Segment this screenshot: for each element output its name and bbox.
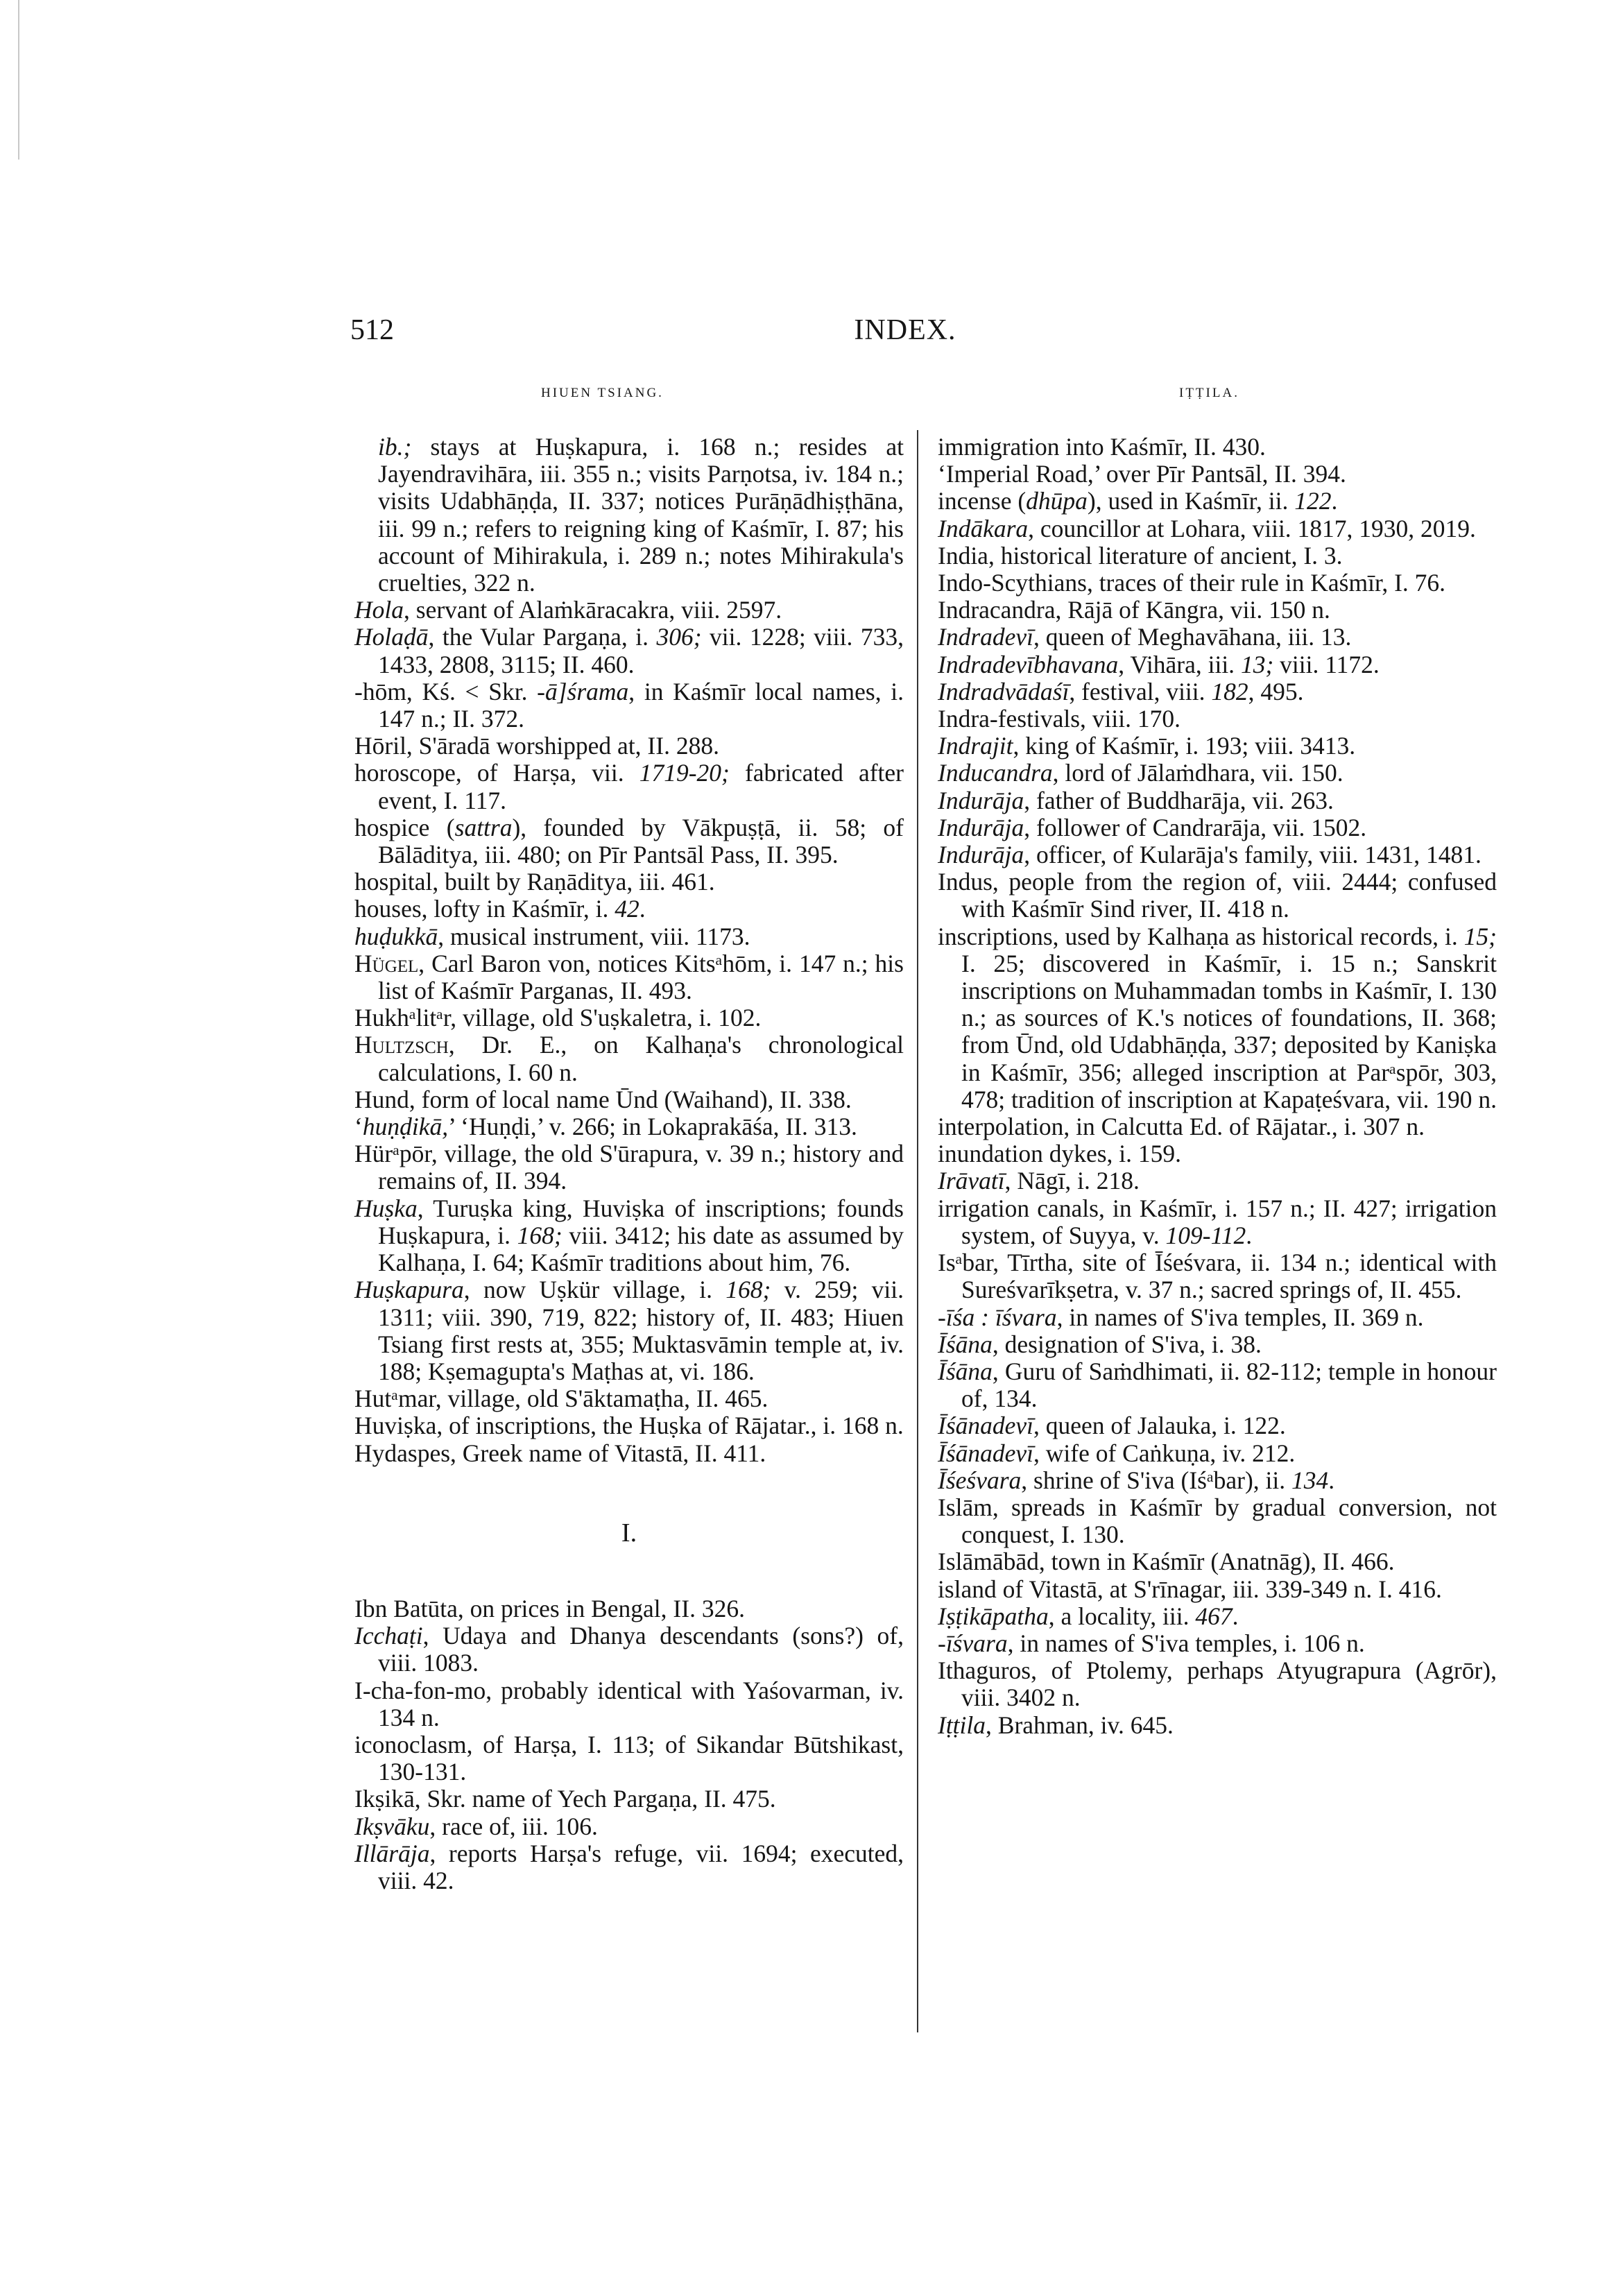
index-entry <box>938 1304 1497 1331</box>
entry-text: houses, lofty in Kaśmīr, i. <box>354 895 615 923</box>
entry-text: Hukhᵃlitᵃr, village, old S'uṣkaletra, i. 102. <box>354 1004 762 1032</box>
entry-italic-text: Iṭṭila <box>938 1711 986 1739</box>
entry-text: Indra-festivals, viii. 170. <box>938 705 1180 733</box>
index-entry <box>938 1494 1497 1548</box>
entry-text: interpolation, in Calcutta Ed. of Rājatar., i. 307 n. <box>938 1113 1425 1141</box>
index-entry <box>354 1004 904 1031</box>
entry-text: horoscope, of Harṣa, vii. <box>354 759 639 787</box>
entry-text: Hürᵃpōr, village, the old S'ūrapura, v. 39 n.; history and remains of, II. 394. <box>354 1140 904 1195</box>
entry-text: Hydaspes, Greek name of Vitastā, II. 411. <box>354 1439 766 1467</box>
entry-text: ), used in Kaśmīr, ii. <box>1087 487 1295 515</box>
entry-text: , officer, of Kularāja's family, viii. 1431, 1481. <box>1024 841 1482 869</box>
entry-italic-text: dhūpa <box>1026 487 1088 515</box>
index-column-left <box>354 434 904 1894</box>
entry-italic-text: 168; <box>517 1221 563 1249</box>
entry-text: inundation dykes, i. 159. <box>938 1140 1182 1168</box>
index-entry <box>938 1467 1497 1494</box>
entry-text: Indus, people from the region of, viii. 2444; confused with Kaśmīr Sind river, II. 418 n. <box>938 868 1497 923</box>
entry-text: immigration into Kaśmīr, II. 430. <box>938 433 1266 461</box>
index-entry <box>938 1195 1497 1249</box>
entry-italic-text: -īśvara <box>938 1629 1008 1657</box>
entry-italic-text: 306; <box>656 623 702 651</box>
entry-text: . <box>1232 1602 1239 1630</box>
entry-text: , designation of S'iva, i. 38. <box>992 1330 1262 1358</box>
index-entry <box>938 841 1497 868</box>
index-entries-i <box>354 1595 904 1894</box>
index-entry <box>938 1249 1497 1303</box>
entry-text: Ithaguros, of Ptolemy, perhaps Atyugrapura (Agrōr), viii. 3402 n. <box>938 1656 1497 1712</box>
entry-italic-text: 13; <box>1240 650 1274 678</box>
entry-italic-text: Indrajit <box>938 732 1013 760</box>
index-entry <box>354 1813 904 1840</box>
entry-text: ), founded by Vākpuṣṭā, ii. 58; of Bālāditya, iii. 480; on Pīr Pantsāl Pass, II. 395. <box>378 813 904 869</box>
entry-text: . <box>639 895 646 923</box>
entry-text: ’ ‘Huṇḍi,’ v. 266; in Lokaprakāśa, II. 313. <box>448 1113 857 1141</box>
index-entry <box>354 1840 904 1894</box>
index-entry <box>938 1140 1497 1167</box>
index-entry <box>938 814 1497 841</box>
entry-text: , king of Kaśmīr, i. 193; viii. 3413. <box>1013 732 1356 760</box>
index-entry <box>354 1276 904 1385</box>
entry-text: , wife of Caṅkuṇa, iv. 212. <box>1033 1439 1296 1467</box>
entry-italic-text: 467 <box>1195 1602 1233 1630</box>
index-entry <box>938 1548 1497 1575</box>
entry-smallcaps-text: Hügel <box>354 949 419 977</box>
index-entry <box>938 705 1497 733</box>
entry-text: ‘ <box>354 1113 363 1141</box>
entry-italic-text: Hola <box>354 596 404 624</box>
index-entry <box>938 868 1497 923</box>
entry-text: , Dr. E., on Kalhaṇa's chronological calculations, I. 60 n. <box>378 1031 904 1086</box>
entry-text: , councillor at Lohara, viii. 1817, 1930, 2019. <box>1028 514 1476 542</box>
entry-italic-text: Indradvādaśī <box>938 677 1070 705</box>
entry-text: , Guru of Saṁdhimati, ii. 82-112; temple in honour of, 134. <box>961 1357 1497 1413</box>
running-head-left: HIUEN TSIANG. <box>541 386 664 400</box>
index-entry <box>354 1731 904 1785</box>
index-entry <box>354 896 904 923</box>
index-entry <box>354 597 904 624</box>
entry-text: , Brahman, iv. 645. <box>986 1711 1174 1739</box>
page-number: 512 <box>350 314 394 346</box>
index-entry <box>354 1785 904 1813</box>
entry-text: , Vihāra, iii. <box>1118 650 1241 678</box>
entry-italic-text: Iṣṭikāpatha <box>938 1602 1049 1630</box>
index-entry <box>938 1630 1497 1657</box>
entry-italic-text: Indurāja <box>938 813 1024 841</box>
index-entry <box>354 1086 904 1113</box>
entry-italic-text: 168; <box>725 1276 771 1304</box>
entry-text: , race of, iii. 106. <box>429 1812 598 1840</box>
index-entry <box>938 1167 1497 1194</box>
index-entry <box>938 434 1497 461</box>
index-entry <box>354 923 904 950</box>
entry-italic-text: Indradevī <box>938 623 1034 651</box>
index-entry <box>938 542 1497 569</box>
entry-text: , now Uṣkür village, i. <box>463 1276 726 1304</box>
entry-text: , in names of S'iva temples, II. 369 n. <box>1056 1303 1424 1331</box>
entry-text: , musical instrument, viii. 1173. <box>438 922 750 950</box>
index-entry <box>354 814 904 868</box>
entry-text: , queen of Meghavāhana, iii. 13. <box>1033 623 1352 651</box>
entry-text: , follower of Candrarāja, vii. 1502. <box>1024 813 1367 841</box>
entry-italic-text: ib.; <box>378 433 412 461</box>
index-entry <box>354 1412 904 1439</box>
index-entry <box>354 1113 904 1140</box>
index-entry <box>354 624 904 678</box>
entry-text: , Udaya and Dhanya descendants (sons?) of, viii. 1083. <box>378 1622 904 1677</box>
entry-text: , servant of Alaṁkāracakra, viii. 2597. <box>404 596 782 624</box>
entry-text: hospital, built by Raṇāditya, iii. 461. <box>354 868 715 896</box>
entry-text: . <box>1331 487 1338 515</box>
entry-smallcaps-text: Hultzsch <box>354 1031 449 1059</box>
index-entry <box>354 1595 904 1622</box>
entry-text: India, historical literature of ancient, I. 3. <box>938 541 1343 569</box>
index-entry <box>354 434 904 597</box>
index-entry <box>938 651 1497 678</box>
index-entry <box>938 1603 1497 1630</box>
entry-text: I-cha-fon-mo, probably identical with Yaśovarman, iv. 134 n. <box>354 1676 904 1731</box>
index-entry <box>938 624 1497 651</box>
entry-text: stays at Huṣkapura, i. 168 n.; resides at Jayendravihāra, iii. 355 n.; visits Parṇotsa, iv. 184 n.; visits Udabhāṇḍa, II. 337; notices Purāṇādhiṣṭhāna, iii. 99 n.; refers to reigning king of Kaśmīr, I. 87; his account of Mihirakula, i. 289 n.; notes Mihirakula's cruelties, 322 n. <box>378 433 904 597</box>
index-entry <box>354 1440 904 1467</box>
entry-text: Huviṣka, of inscriptions, the Huṣka of Rājatar., i. 168 n. <box>354 1412 904 1440</box>
index-entry <box>938 760 1497 787</box>
index-entry <box>938 1576 1497 1603</box>
entry-text: , Turuṣka king, Huviṣka of inscriptions; founds Huṣkapura, i. <box>378 1194 904 1249</box>
index-entry <box>354 678 904 733</box>
index-entry <box>938 923 1497 1113</box>
entry-text: , in names of S'iva temples, i. 106 n. <box>1007 1629 1365 1657</box>
entry-text: Islāmābād, town in Kaśmīr (Anatnāg), II. 466. <box>938 1548 1395 1576</box>
entry-italic-text: Īśāna <box>938 1357 993 1385</box>
entry-italic-text: Icchaṭi <box>354 1622 423 1650</box>
index-entries-h <box>354 434 904 1467</box>
entry-text: , queen of Jalauka, i. 122. <box>1033 1412 1286 1440</box>
entry-text: -hōm, Kś. < Skr. <box>354 677 538 705</box>
column-divider <box>917 430 918 2032</box>
entry-italic-text: 182 <box>1211 677 1248 705</box>
entry-italic-text: sattra <box>454 813 513 841</box>
entry-italic-text: Indradevībhavana <box>938 650 1119 678</box>
entry-italic-text: 1719-20; <box>639 759 730 787</box>
entry-text: , the Vular Pargaṇa, i. <box>428 623 657 651</box>
entry-text: I. 25; discovered in Kaśmīr, i. 15 n.; Sanskrit inscriptions on Muhammadan tombs in Kaśmīr, I. 130 n.; as sources of K.'s notices of foundations, II. 368; from Ūnd, old Udabhāṇḍa, 337; deposited by Kaniṣka in Kaśmīr, 356; alleged inscription at Parᵃspōr, 303, 478; tradition of inscription at Kapaṭeśvara, vii. 190 n. <box>961 949 1497 1113</box>
index-entry <box>354 1195 904 1277</box>
entry-italic-text: Huṣka <box>354 1194 418 1222</box>
entry-italic-text: Īśānadevī <box>938 1412 1034 1440</box>
index-entry <box>354 733 904 760</box>
index-entry <box>354 1385 904 1412</box>
index-entries-i-continued <box>938 434 1497 1739</box>
index-entry <box>938 1113 1497 1140</box>
entry-text: , father of Buddharāja, vii. 263. <box>1024 786 1334 814</box>
scan-edge-line <box>18 0 19 160</box>
entry-text: fabricated after event, I. 117. <box>378 759 904 814</box>
entry-italic-text: 42 <box>615 895 639 923</box>
index-entry <box>938 787 1497 814</box>
entry-text: Ibn Batūta, on prices in Bengal, II. 326. <box>354 1594 745 1622</box>
entry-italic-text: Indākara <box>938 514 1029 542</box>
entry-italic-text: Īśeśvara <box>938 1466 1022 1494</box>
index-entry <box>354 1677 904 1731</box>
entry-text: hospice ( <box>354 813 455 841</box>
entry-text: viii. 1172. <box>1273 650 1380 678</box>
index-entry <box>938 733 1497 760</box>
index-entry <box>354 950 904 1004</box>
entry-text: incense ( <box>938 487 1027 515</box>
index-entry <box>938 1657 1497 1711</box>
entry-italic-text: 109-112 <box>1165 1221 1246 1249</box>
entry-text: , 495. <box>1248 677 1304 705</box>
entry-text: Indo-Scythians, traces of their rule in Kaśmīr, I. 76. <box>938 569 1446 597</box>
entry-text: Ikṣikā, Skr. name of Yech Pargaṇa, II. 475. <box>354 1785 776 1813</box>
entry-italic-text: Inducandra <box>938 759 1053 787</box>
running-head-right: IṬṬILA. <box>1179 386 1239 400</box>
entry-text: ‘Imperial Road,’ over Pīr Pantsāl, II. 394. <box>938 460 1346 488</box>
entry-text: , in Kaśmīr local names, i. 147 n.; II. 372. <box>378 677 904 733</box>
index-entry <box>938 569 1497 597</box>
index-entry <box>938 515 1497 542</box>
entry-text: , Nāgī, i. 218. <box>1004 1167 1140 1195</box>
entry-text: . <box>1246 1221 1253 1249</box>
index-entry <box>354 868 904 896</box>
index-entry <box>938 1358 1497 1412</box>
index-entry <box>938 1712 1497 1739</box>
entry-text: Hund, form of local name Ūnd (Waihand), II. 338. <box>354 1085 852 1113</box>
entry-italic-text: Irāvatī <box>938 1167 1005 1195</box>
entry-italic-text: -ā]śrama <box>537 677 629 705</box>
entry-text: iconoclasm, of Harṣa, I. 113; of Sikandar Būtshikast, 130-131. <box>354 1730 904 1786</box>
entry-text: vii. 1228; viii. 733, 1433, 2808, 3115; II. 460. <box>378 623 904 678</box>
entry-text: v. 259; vii. 1311; viii. 390, 719, 822; history of, II. 483; Hiuen Tsiang first rests at, 355; Muktasvāmin temple at, iv. 188; Kṣemagupta's Maṭhas at, vi. 186. <box>378 1276 904 1385</box>
index-entry <box>354 1622 904 1677</box>
index-entry <box>938 461 1497 488</box>
entry-text: , reports Harṣa's refuge, vii. 1694; executed, viii. 42. <box>378 1839 904 1894</box>
entry-italic-text: huṇḍikā, <box>362 1113 449 1141</box>
entry-text: inscriptions, used by Kalhaṇa as historical records, i. <box>938 922 1464 950</box>
page-title: INDEX. <box>854 314 956 346</box>
index-entry <box>354 760 904 814</box>
entry-text: , a locality, iii. <box>1048 1602 1196 1630</box>
index-entry <box>354 1031 904 1086</box>
entry-text: , Carl Baron von, notices Kitsᵃhōm, i. 147 n.; his list of Kaśmīr Parganas, II. 493. <box>378 949 904 1005</box>
index-entry <box>938 1440 1497 1467</box>
index-entry <box>938 678 1497 705</box>
entry-text: irrigation canals, in Kaśmīr, i. 157 n.; II. 427; irrigation system, of Suyya, v. <box>938 1194 1497 1249</box>
entry-italic-text: -īśa : īśvara <box>938 1303 1057 1331</box>
entry-text: Islām, spreads in Kaśmīr by gradual conversion, not conquest, I. 130. <box>938 1493 1497 1549</box>
entry-text: Hutᵃmar, village, old S'āktamaṭha, II. 465. <box>354 1385 768 1413</box>
entry-text: island of Vitastā, at S'rīnagar, iii. 339-349 n. I. 416. <box>938 1575 1442 1603</box>
entry-text: , shrine of S'iva (Iśᵃbar), ii. <box>1021 1466 1292 1494</box>
entry-text: viii. 3412; his date as assumed by Kalhaṇa, I. 64; Kaśmīr traditions about him, 76. <box>378 1221 904 1277</box>
index-entry <box>938 488 1497 515</box>
index-entry <box>354 1140 904 1194</box>
entry-italic-text: Ikṣvāku <box>354 1812 430 1840</box>
entry-italic-text: 122 <box>1294 487 1332 515</box>
index-entry <box>938 597 1497 624</box>
entry-text: . <box>1328 1466 1335 1494</box>
entry-italic-text: Holaḍā <box>354 623 429 651</box>
entry-italic-text: Īśānadevī <box>938 1439 1034 1467</box>
entry-italic-text: Īśāna <box>938 1330 993 1358</box>
entry-text: Hōril, S'āradā worshipped at, II. 288. <box>354 732 719 760</box>
entry-italic-text: Indurāja <box>938 841 1024 869</box>
entry-text: , lord of Jālaṁdhara, vii. 150. <box>1052 759 1343 787</box>
entry-italic-text: Indurāja <box>938 786 1024 814</box>
entry-italic-text: Illārāja <box>354 1839 430 1867</box>
index-entry <box>938 1331 1497 1358</box>
entry-italic-text: 134 <box>1291 1466 1329 1494</box>
entry-italic-text: Huṣkapura <box>354 1276 464 1304</box>
index-entry <box>938 1412 1497 1439</box>
entry-italic-text: huḍukkā <box>354 922 438 950</box>
entry-italic-text: 15; <box>1463 922 1497 950</box>
section-heading: I. <box>621 1518 637 1548</box>
entry-text: , festival, viii. <box>1069 677 1212 705</box>
entry-text: Isᵃbar, Tīrtha, site of Īśeśvara, ii. 134 n.; identical with Sureśvarīkṣetra, v. 37 n.; sacred springs of, II. 455. <box>938 1249 1497 1304</box>
entry-text: Indracandra, Rājā of Kāngra, vii. 150 n. <box>938 596 1330 624</box>
index-column-right <box>938 434 1497 1739</box>
